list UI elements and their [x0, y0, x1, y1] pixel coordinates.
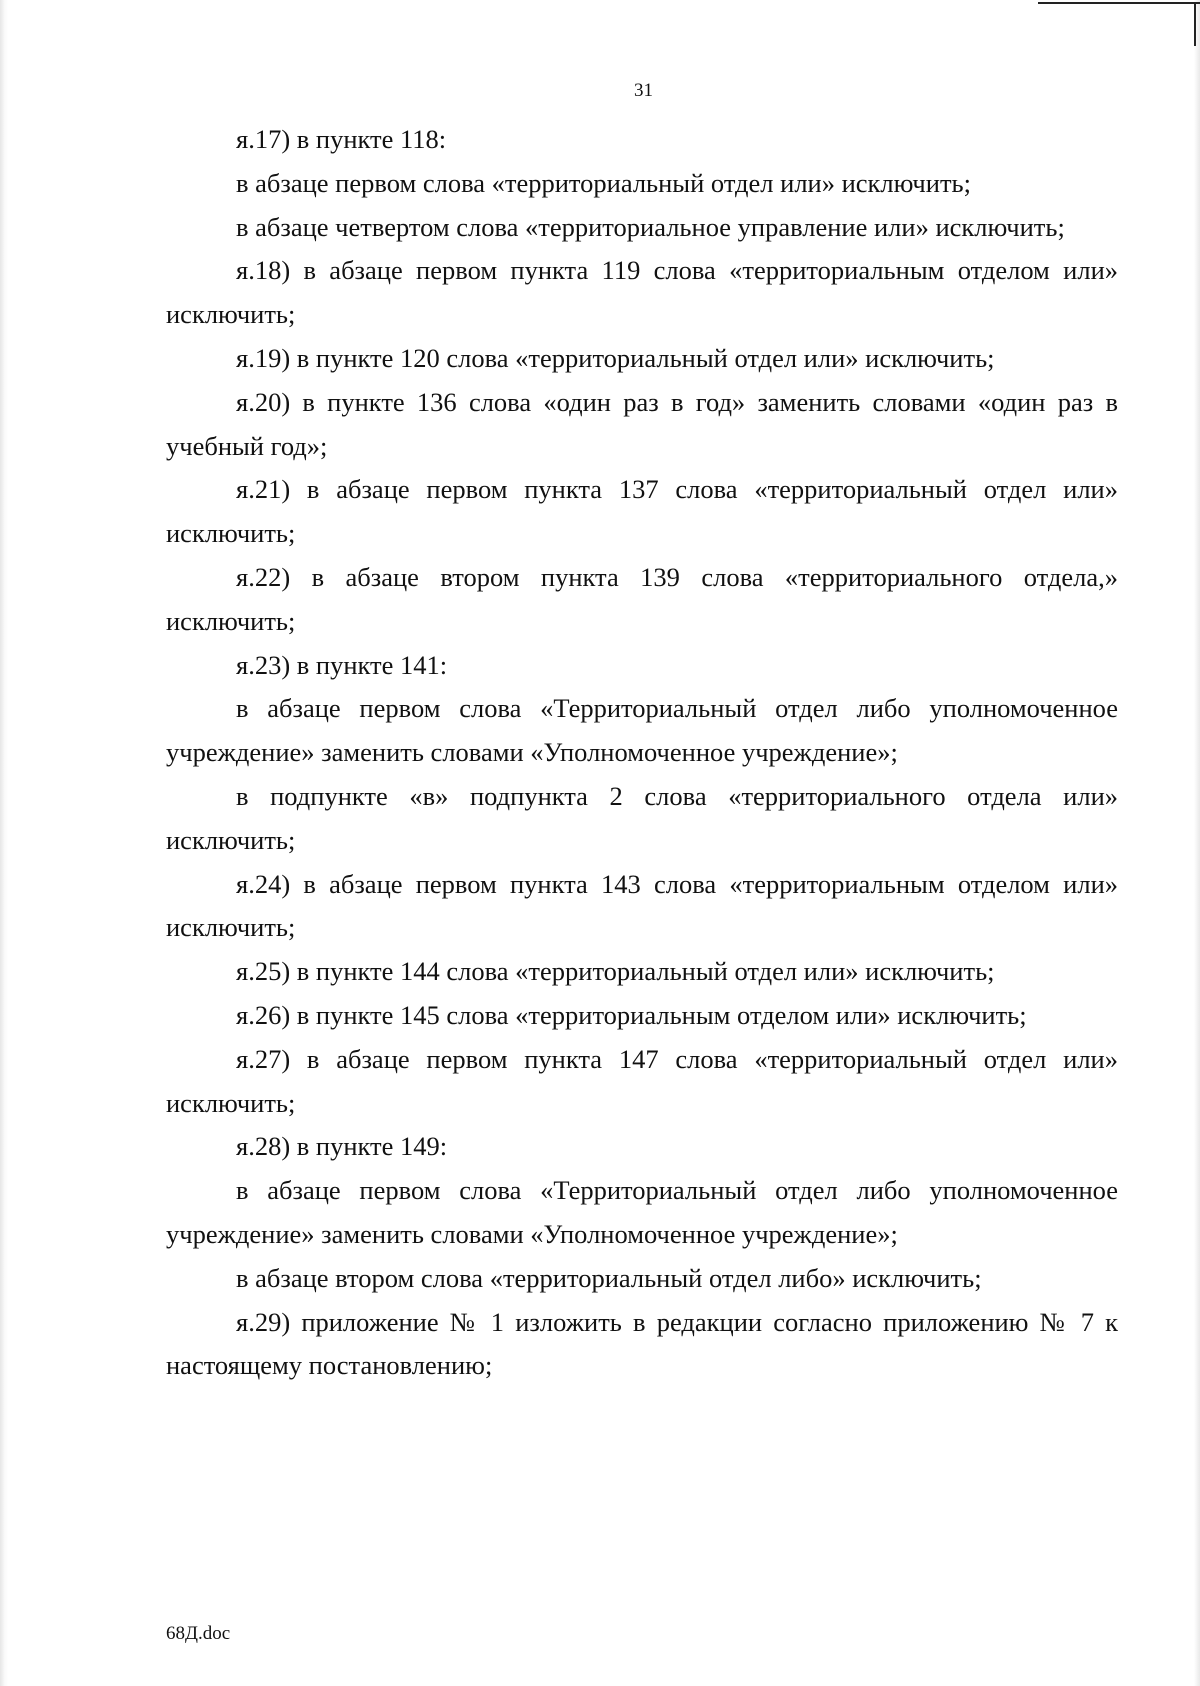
paragraph: я.22) в абзаце втором пункта 139 слова «территориального отдела,» исключить;: [166, 561, 1118, 636]
corner-line-horizontal: [1038, 2, 1200, 4]
paragraph: в абзаце первом слова «Территориальный отдел либо уполномоченное учреждение» заменить словами «Уполномоченное учреждение»;: [166, 693, 1118, 768]
page-number: 31: [634, 80, 653, 101]
paragraph: в подпункте «в» подпункта 2 слова «территориального отдела или» исключить;: [166, 780, 1118, 855]
paragraph: я.23) в пункте 141:: [236, 649, 448, 680]
paragraph: я.19) в пункте 120 слова «территориальный отдел или» исключить;: [236, 342, 995, 373]
document-body: [166, 118, 1118, 1388]
paragraph: я.17) в пункте 118:: [236, 124, 447, 154]
paragraph: я.24) в абзаце первом пункта 143 слова «территориальным отделом или» исключить;: [166, 868, 1118, 943]
paragraph: я.20) в пункте 136 слова «один раз в год» заменить словами «один раз в учебный год»;: [166, 386, 1118, 461]
paragraph: я.27) в абзаце первом пункта 147 слова «территориальный отдел или» исключить;: [166, 1043, 1118, 1118]
paragraph: в абзаце втором слова «территориальный отдел либо» исключить;: [236, 1262, 982, 1293]
footer-filename: 68Д.doc: [166, 1623, 231, 1644]
paragraph: я.26) в пункте 145 слова «территориальным отделом или» исключить;: [236, 999, 1027, 1030]
paragraph: я.28) в пункте 149:: [236, 1131, 448, 1162]
paragraph: в абзаце первом слова «Территориальный отдел либо уполномоченное учреждение» заменить словами «Уполномоченное учреждение»;: [166, 1175, 1118, 1249]
paragraph: я.29) приложение № 1 изложить в редакции согласно приложению № 7 к настоящему постановлению;: [166, 1306, 1118, 1381]
paragraph: я.18) в абзаце первом пункта 119 слова «территориальным отделом или» исключить;: [166, 255, 1118, 330]
paragraph: я.21) в абзаце первом пункта 137 слова «территориальный отдел или» исключить;: [166, 474, 1118, 549]
paragraph: в абзаце четвертом слова «территориальное управление или» исключить;: [236, 211, 1065, 242]
scan-edge-right: [1194, 0, 1200, 1686]
paragraph: в абзаце первом слова «территориальный отдел или» исключить;: [236, 167, 971, 198]
corner-line-vertical: [1194, 2, 1196, 46]
scan-edge-left: [0, 0, 8, 1686]
paragraph: я.25) в пункте 144 слова «территориальный отдел или» исключить;: [236, 956, 995, 987]
